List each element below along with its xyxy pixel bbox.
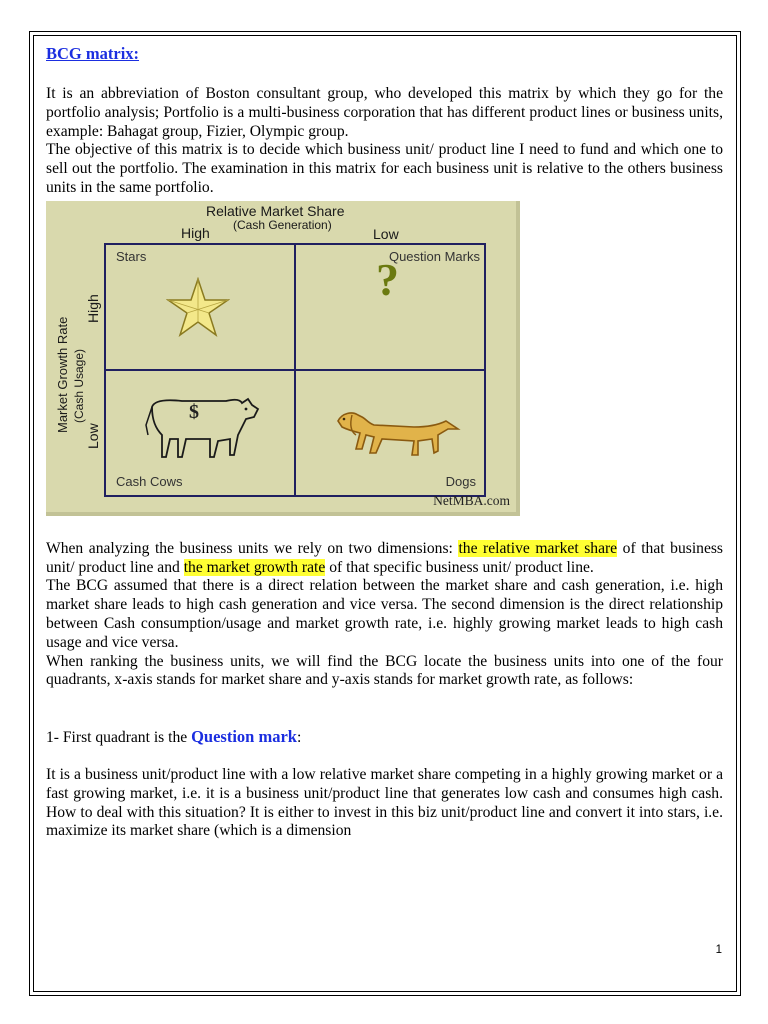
question-mark-icon: ? — [376, 253, 399, 305]
x-axis-low: Low — [373, 225, 399, 242]
bcg-matrix-figure — [46, 201, 520, 516]
intro-paragraph-2: The objective of this matrix is to decide which business unit/ product line I need to fund and which one to sell out the portfolio. The examination in this matrix for each business unit is relative to the others business units in the same portfolio. — [46, 141, 723, 196]
netmba-watermark: NetMBA.com — [433, 492, 510, 508]
highlight-market-growth-rate: the market growth rate — [183, 558, 326, 576]
page-title: BCG matrix: — [46, 44, 140, 63]
y-axis-high: High — [85, 293, 101, 323]
dollar-sign-icon: $ — [189, 400, 199, 423]
question-mark-term: Question mark — [191, 727, 297, 747]
intro-paragraph-1: It is an abbreviation of Boston consultant group, who developed this matrix by which they go for the portfolio analysis; Portfolio is a multi-business corporation that has different product lines or business units, example: Bahagat group, Fizier, Olympic group. — [46, 85, 723, 140]
quadrant-label-stars: Stars — [116, 248, 147, 264]
x-axis-title: Relative Market Share — [206, 202, 345, 219]
spacer — [46, 748, 723, 766]
text-run: : — [296, 729, 302, 747]
matrix-grid — [104, 243, 486, 497]
page-number: 1 — [715, 944, 722, 956]
quadrant-label-question-marks: Question Marks — [388, 248, 480, 264]
x-axis-subtitle: (Cash Generation) — [233, 217, 332, 232]
ranking-paragraph: When ranking the business units, we will find the BCG locate the business units into one of the four quadrants, x-axis stands for market share and y-axis stands for market growth rate, as follows: — [46, 652, 723, 689]
text-run: When analyzing the business units we rely on two dimensions: — [46, 539, 459, 557]
y-axis-subtitle: (Cash Usage) — [72, 348, 86, 423]
y-axis-title: Market Growth Rate — [55, 316, 70, 433]
x-axis-high: High — [181, 224, 210, 241]
question-mark-paragraph: It is a business unit/product line with a low relative market share competing in a highly growing market or a fast growing market, i.e. it is a business unit/product line that generates low cash and consumes high cash. How to deal with this situation? It is either to invest in this biz unit/product line and convert it into stars, i.e. maximize its market share (which is a dimension — [46, 765, 723, 840]
cow-icon — [142, 395, 262, 467]
grid-horizontal-divider — [106, 369, 484, 371]
dimensions-paragraph — [46, 540, 723, 578]
text-run: 1- First quadrant is the — [46, 729, 192, 747]
spacer — [46, 690, 723, 728]
highlight-relative-market-share: the relative market share — [458, 539, 618, 557]
quadrant-label-cash-cows: Cash Cows — [116, 473, 183, 489]
text-run: of that business unit/ product line and — [46, 539, 724, 576]
assumption-paragraph: The BCG assumed that there is a direct relation between the market share and cash generation, i.e. high market share leads to high cash generation and vice versa. The second dimension is the direct relationship between Cash consumption/usage and market growth rate, i.e. highly growing market leads to high cash usage and vice versa. — [46, 577, 723, 651]
text-run: of that specific business unit/ product line. — [325, 558, 594, 576]
star-icon — [166, 277, 230, 337]
y-axis-low: Low — [85, 423, 101, 449]
quadrant-label-dogs: Dogs — [445, 473, 476, 489]
dog-icon — [334, 407, 462, 463]
first-quadrant-heading — [46, 728, 723, 748]
document-body — [46, 44, 723, 841]
